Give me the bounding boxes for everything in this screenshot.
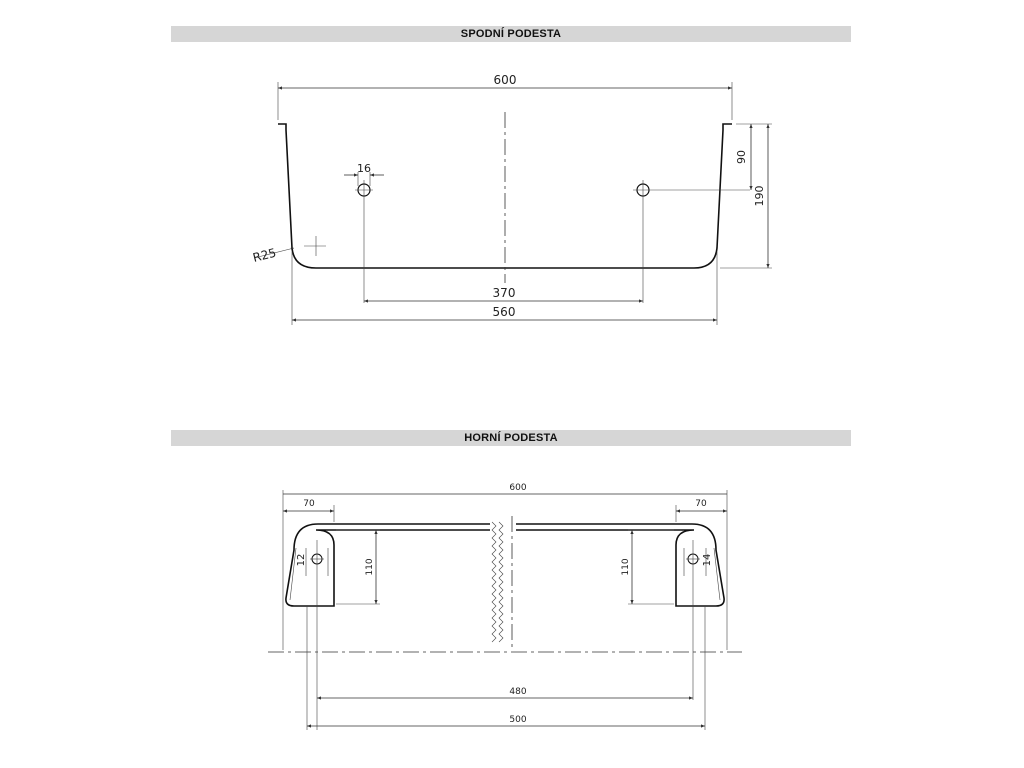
bottom-upper-height-label: 90: [735, 150, 748, 164]
top-left-hole: [306, 540, 328, 730]
bottom-right-hole: [633, 180, 750, 303]
top-right-hole-label: 14: [702, 553, 713, 567]
bottom-left-hole: [355, 180, 373, 303]
break-line-right: [499, 522, 503, 642]
section-header-top-platform: HORNÍ PODESTA: [171, 430, 851, 446]
top-left-hole-label: 12: [296, 553, 307, 567]
bottom-total-height-label: 190: [753, 185, 766, 207]
top-left-flange-label: 70: [303, 499, 315, 509]
top-platform-drawing: [268, 483, 742, 730]
bottom-base-width-label: 560: [492, 305, 516, 319]
top-inner-span-label: 480: [509, 687, 527, 697]
bottom-radius-label: R25: [251, 245, 278, 265]
top-platform-left-outline: [286, 524, 490, 606]
bottom-overall-width-label: 600: [493, 73, 517, 87]
bottom-hole-spacing-label: 370: [492, 286, 516, 300]
top-right-height-label: 110: [621, 558, 631, 576]
bottom-hole-diameter-label: 16: [357, 162, 371, 175]
top-left-height-label: 110: [365, 558, 375, 576]
break-line-left: [492, 522, 496, 642]
bottom-platform-drawing: [251, 73, 772, 325]
top-right-flange-label: 70: [695, 499, 707, 509]
section-header-bottom-platform: SPODNÍ PODESTA: [171, 26, 851, 42]
top-overall-width-label: 600: [509, 483, 527, 493]
top-base-span-label: 500: [509, 715, 527, 725]
